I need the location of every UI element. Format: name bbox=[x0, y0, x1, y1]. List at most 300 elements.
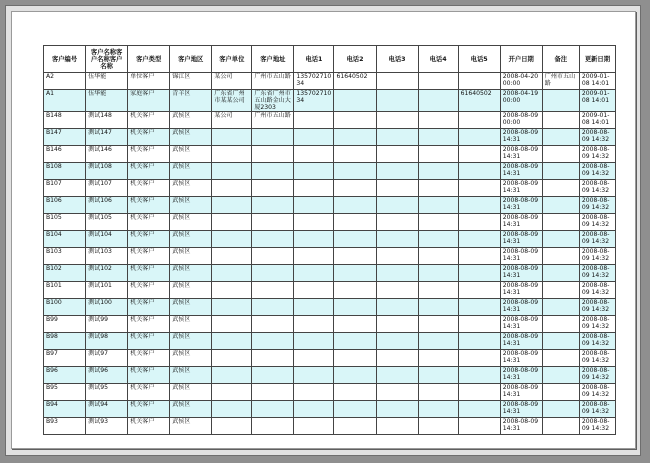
table-cell: 青羊区 bbox=[170, 90, 212, 112]
column-header: 客户地址 bbox=[252, 46, 294, 73]
table-cell: B97 bbox=[44, 350, 86, 367]
table-cell bbox=[252, 163, 294, 180]
table-cell bbox=[542, 180, 579, 197]
table-cell bbox=[458, 401, 500, 418]
table-cell bbox=[376, 180, 418, 197]
table-cell bbox=[334, 350, 376, 367]
table-cell: 武侯区 bbox=[170, 265, 212, 282]
column-header: 客户类型 bbox=[128, 46, 170, 73]
table-cell bbox=[418, 163, 458, 180]
table-cell bbox=[418, 350, 458, 367]
table-cell bbox=[334, 146, 376, 163]
table-cell bbox=[418, 418, 458, 435]
table-cell bbox=[334, 231, 376, 248]
table-cell bbox=[252, 248, 294, 265]
table-cell bbox=[334, 163, 376, 180]
table-cell: 2008-08-09 14:32 bbox=[579, 299, 615, 316]
table-row bbox=[44, 333, 616, 350]
column-header: 开户日期 bbox=[500, 46, 542, 73]
table-cell bbox=[212, 163, 252, 180]
table-row bbox=[44, 316, 616, 333]
table-cell bbox=[418, 367, 458, 384]
table-cell: 测试108 bbox=[86, 163, 128, 180]
table-cell: 2008-04-20 00:00 bbox=[500, 73, 542, 90]
table-cell: 61640502 bbox=[458, 90, 500, 112]
column-header: 客户编号 bbox=[44, 46, 86, 73]
table-cell: 机关客户 bbox=[128, 265, 170, 282]
table-cell: 13570271034 bbox=[294, 90, 334, 112]
table-cell bbox=[458, 180, 500, 197]
table-cell bbox=[458, 129, 500, 146]
table-cell bbox=[294, 333, 334, 350]
table-cell bbox=[252, 197, 294, 214]
table-cell bbox=[294, 197, 334, 214]
table-cell bbox=[376, 112, 418, 129]
table-cell: 广东省广州市某某公司 bbox=[212, 90, 252, 112]
table-cell bbox=[418, 248, 458, 265]
table-cell: 测试106 bbox=[86, 197, 128, 214]
table-cell bbox=[294, 367, 334, 384]
table-row bbox=[44, 265, 616, 282]
table-cell: 武侯区 bbox=[170, 112, 212, 129]
table-cell: 2008-08-09 14:32 bbox=[579, 401, 615, 418]
table-cell: 机关客户 bbox=[128, 163, 170, 180]
table-cell bbox=[458, 299, 500, 316]
table-cell bbox=[252, 384, 294, 401]
table-cell bbox=[458, 418, 500, 435]
table-row bbox=[44, 248, 616, 265]
table-cell: 2008-08-09 14:32 bbox=[579, 180, 615, 197]
column-header: 客户地区 bbox=[170, 46, 212, 73]
table-cell: 广州市五山路 bbox=[542, 73, 579, 90]
table-cell bbox=[294, 129, 334, 146]
table-cell: 2008-08-09 14:31 bbox=[500, 265, 542, 282]
table-cell: A2 bbox=[44, 73, 86, 90]
table-cell bbox=[542, 333, 579, 350]
table-cell bbox=[458, 112, 500, 129]
table-cell: 测试101 bbox=[86, 282, 128, 299]
table-cell bbox=[376, 265, 418, 282]
table-cell bbox=[294, 384, 334, 401]
table-cell bbox=[542, 146, 579, 163]
table-cell: 机关客户 bbox=[128, 418, 170, 435]
table-row bbox=[44, 73, 616, 90]
column-header: 电话5 bbox=[458, 46, 500, 73]
table-cell bbox=[334, 418, 376, 435]
table-cell bbox=[212, 333, 252, 350]
table-cell: B146 bbox=[44, 146, 86, 163]
table-cell bbox=[212, 282, 252, 299]
table-cell: B148 bbox=[44, 112, 86, 129]
table-cell bbox=[542, 350, 579, 367]
table-cell bbox=[334, 367, 376, 384]
table-cell: 武侯区 bbox=[170, 401, 212, 418]
table-cell: B99 bbox=[44, 316, 86, 333]
table-cell bbox=[458, 248, 500, 265]
column-header: 电话2 bbox=[334, 46, 376, 73]
table-cell bbox=[376, 163, 418, 180]
table-row bbox=[44, 146, 616, 163]
table-cell bbox=[252, 282, 294, 299]
table-cell: A1 bbox=[44, 90, 86, 112]
table-cell bbox=[376, 316, 418, 333]
table-cell bbox=[212, 248, 252, 265]
table-cell bbox=[376, 197, 418, 214]
table-cell bbox=[542, 248, 579, 265]
table-cell bbox=[542, 384, 579, 401]
table-cell bbox=[334, 214, 376, 231]
table-cell bbox=[542, 367, 579, 384]
table-row bbox=[44, 129, 616, 146]
table-cell: 机关客户 bbox=[128, 129, 170, 146]
table-cell: 机关客户 bbox=[128, 333, 170, 350]
table-row bbox=[44, 197, 616, 214]
table-row bbox=[44, 231, 616, 248]
table-cell: 武侯区 bbox=[170, 146, 212, 163]
table-cell bbox=[418, 90, 458, 112]
table-cell bbox=[334, 112, 376, 129]
table-cell: 机关客户 bbox=[128, 214, 170, 231]
table-cell bbox=[212, 197, 252, 214]
table-cell bbox=[294, 401, 334, 418]
table-cell bbox=[376, 90, 418, 112]
table-row bbox=[44, 282, 616, 299]
table-cell: 武侯区 bbox=[170, 180, 212, 197]
table-cell bbox=[294, 248, 334, 265]
table-cell bbox=[418, 146, 458, 163]
table-cell: 武侯区 bbox=[170, 316, 212, 333]
column-header: 电话1 bbox=[294, 46, 334, 73]
table-cell: B94 bbox=[44, 401, 86, 418]
table-cell bbox=[294, 350, 334, 367]
table-cell: 2008-08-09 14:32 bbox=[579, 384, 615, 401]
table-row bbox=[44, 214, 616, 231]
table-cell: B98 bbox=[44, 333, 86, 350]
table-cell bbox=[418, 214, 458, 231]
table-cell bbox=[542, 282, 579, 299]
table-cell bbox=[294, 265, 334, 282]
table-cell: 2008-08-09 14:32 bbox=[579, 129, 615, 146]
table-cell bbox=[418, 265, 458, 282]
table-cell: 广东省广州市五山路金山大厦2303 bbox=[252, 90, 294, 112]
table-cell: 13570271034 bbox=[294, 73, 334, 90]
table-cell bbox=[294, 316, 334, 333]
table-cell: 测试147 bbox=[86, 129, 128, 146]
table-cell bbox=[376, 146, 418, 163]
table-cell bbox=[294, 231, 334, 248]
table-cell: 机关客户 bbox=[128, 231, 170, 248]
table-cell: 机关客户 bbox=[128, 401, 170, 418]
table-cell bbox=[334, 384, 376, 401]
table-cell bbox=[542, 316, 579, 333]
table-cell: B95 bbox=[44, 384, 86, 401]
table-row bbox=[44, 112, 616, 129]
table-cell bbox=[252, 316, 294, 333]
column-header: 更新日期 bbox=[579, 46, 615, 73]
table-cell bbox=[418, 112, 458, 129]
table-cell bbox=[418, 316, 458, 333]
table-cell bbox=[542, 197, 579, 214]
table-cell bbox=[294, 214, 334, 231]
table-cell: 武侯区 bbox=[170, 231, 212, 248]
table-cell bbox=[212, 316, 252, 333]
table-cell: 2008-08-09 14:32 bbox=[579, 265, 615, 282]
table-cell bbox=[376, 299, 418, 316]
table-cell bbox=[212, 384, 252, 401]
table-cell bbox=[212, 401, 252, 418]
table-cell bbox=[252, 299, 294, 316]
table-cell: 2008-08-09 14:31 bbox=[500, 350, 542, 367]
table-cell: 伍华能 bbox=[86, 73, 128, 90]
table-cell: 2008-04-19 00:00 bbox=[500, 90, 542, 112]
table-row bbox=[44, 384, 616, 401]
customer-table bbox=[43, 45, 616, 435]
table-cell bbox=[252, 418, 294, 435]
table-cell: 机关客户 bbox=[128, 112, 170, 129]
table-cell bbox=[458, 316, 500, 333]
table-cell: 武侯区 bbox=[170, 299, 212, 316]
column-header: 电话3 bbox=[376, 46, 418, 73]
column-header: 备注 bbox=[542, 46, 579, 73]
table-cell: 伍华能 bbox=[86, 90, 128, 112]
table-cell bbox=[376, 350, 418, 367]
table-cell bbox=[334, 90, 376, 112]
table-cell: 2008-08-09 14:31 bbox=[500, 197, 542, 214]
table-cell: 测试103 bbox=[86, 248, 128, 265]
table-cell: B101 bbox=[44, 282, 86, 299]
table-cell bbox=[376, 367, 418, 384]
table-cell: 测试97 bbox=[86, 350, 128, 367]
table-cell: B96 bbox=[44, 367, 86, 384]
table-row bbox=[44, 90, 616, 112]
table-cell bbox=[542, 129, 579, 146]
table-cell: 机关客户 bbox=[128, 316, 170, 333]
table-cell: 2008-08-09 14:31 bbox=[500, 163, 542, 180]
table-cell bbox=[376, 231, 418, 248]
table-cell: B104 bbox=[44, 231, 86, 248]
table-cell bbox=[334, 265, 376, 282]
table-cell bbox=[252, 180, 294, 197]
table-cell bbox=[542, 231, 579, 248]
table-cell: 测试102 bbox=[86, 265, 128, 282]
table-cell bbox=[294, 163, 334, 180]
table-cell: 武侯区 bbox=[170, 163, 212, 180]
table-cell bbox=[334, 180, 376, 197]
table-cell bbox=[542, 90, 579, 112]
table-cell: 测试93 bbox=[86, 418, 128, 435]
table-cell: 2008-08-09 14:32 bbox=[579, 146, 615, 163]
table-cell bbox=[252, 265, 294, 282]
table-cell bbox=[252, 350, 294, 367]
table-cell bbox=[212, 350, 252, 367]
table-cell: 武侯区 bbox=[170, 333, 212, 350]
table-cell: 测试99 bbox=[86, 316, 128, 333]
table-cell: B147 bbox=[44, 129, 86, 146]
table-cell bbox=[252, 214, 294, 231]
table-cell: 测试107 bbox=[86, 180, 128, 197]
table-cell bbox=[458, 146, 500, 163]
table-cell bbox=[418, 333, 458, 350]
table-cell bbox=[458, 214, 500, 231]
report-page bbox=[11, 11, 636, 449]
table-row bbox=[44, 350, 616, 367]
table-cell bbox=[334, 316, 376, 333]
table-cell: 2008-08-09 14:32 bbox=[579, 350, 615, 367]
table-cell: 武侯区 bbox=[170, 367, 212, 384]
table-cell bbox=[376, 282, 418, 299]
table-cell: 2008-08-09 14:31 bbox=[500, 146, 542, 163]
table-cell bbox=[252, 146, 294, 163]
table-cell: 测试146 bbox=[86, 146, 128, 163]
table-cell: B93 bbox=[44, 418, 86, 435]
table-cell: 测试94 bbox=[86, 401, 128, 418]
table-cell bbox=[376, 384, 418, 401]
table-cell: 2009-01-08 14:01 bbox=[579, 73, 615, 90]
table-cell bbox=[334, 129, 376, 146]
table-cell: 2008-08-09 14:31 bbox=[500, 129, 542, 146]
table-cell: 机关客户 bbox=[128, 384, 170, 401]
table-cell: 单位客户 bbox=[128, 73, 170, 90]
table-cell bbox=[418, 282, 458, 299]
table-cell: 2008-08-09 14:31 bbox=[500, 248, 542, 265]
table-cell bbox=[458, 265, 500, 282]
table-cell: 2008-08-09 14:32 bbox=[579, 418, 615, 435]
table-row bbox=[44, 163, 616, 180]
table-cell: 机关客户 bbox=[128, 282, 170, 299]
print-preview-frame bbox=[5, 5, 641, 456]
table-cell: 2008-08-09 14:32 bbox=[579, 231, 615, 248]
table-cell bbox=[252, 231, 294, 248]
table-cell bbox=[542, 418, 579, 435]
table-cell bbox=[212, 146, 252, 163]
table-cell bbox=[252, 367, 294, 384]
table-row bbox=[44, 299, 616, 316]
table-cell bbox=[212, 418, 252, 435]
table-cell: 2008-08-09 14:32 bbox=[579, 163, 615, 180]
table-cell: 机关客户 bbox=[128, 146, 170, 163]
table-cell bbox=[334, 333, 376, 350]
table-cell: 机关客户 bbox=[128, 299, 170, 316]
table-cell bbox=[334, 197, 376, 214]
table-cell: 广州市五山路 bbox=[252, 112, 294, 129]
table-cell: 武侯区 bbox=[170, 129, 212, 146]
table-cell bbox=[376, 333, 418, 350]
table-cell: 2008-08-09 14:31 bbox=[500, 231, 542, 248]
table-cell: 机关客户 bbox=[128, 248, 170, 265]
table-cell bbox=[294, 282, 334, 299]
table-cell: 测试100 bbox=[86, 299, 128, 316]
table-cell bbox=[252, 401, 294, 418]
table-cell: 机关客户 bbox=[128, 367, 170, 384]
table-cell: 2008-08-09 14:31 bbox=[500, 367, 542, 384]
table-cell bbox=[418, 197, 458, 214]
table-cell: B100 bbox=[44, 299, 86, 316]
table-cell bbox=[458, 163, 500, 180]
table-cell bbox=[458, 197, 500, 214]
column-header: 客户单位 bbox=[212, 46, 252, 73]
table-cell: 武侯区 bbox=[170, 197, 212, 214]
table-cell bbox=[542, 265, 579, 282]
table-cell: 2008-08-09 14:31 bbox=[500, 299, 542, 316]
table-cell: 2008-08-09 14:31 bbox=[500, 418, 542, 435]
table-cell bbox=[458, 367, 500, 384]
table-cell: B107 bbox=[44, 180, 86, 197]
table-cell: 2008-08-09 00:00 bbox=[500, 112, 542, 129]
table-cell bbox=[418, 384, 458, 401]
table-cell: 广州市五山路 bbox=[252, 73, 294, 90]
table-cell bbox=[334, 299, 376, 316]
table-cell: B108 bbox=[44, 163, 86, 180]
table-cell: 2008-08-09 14:31 bbox=[500, 401, 542, 418]
table-cell: 武侯区 bbox=[170, 248, 212, 265]
table-cell: 2008-08-09 14:31 bbox=[500, 384, 542, 401]
table-cell bbox=[376, 248, 418, 265]
table-cell: 2009-01-08 14:01 bbox=[579, 90, 615, 112]
table-row bbox=[44, 180, 616, 197]
table-cell bbox=[252, 129, 294, 146]
table-cell bbox=[418, 180, 458, 197]
table-cell bbox=[418, 401, 458, 418]
table-cell: 武侯区 bbox=[170, 282, 212, 299]
table-cell bbox=[212, 180, 252, 197]
table-row bbox=[44, 418, 616, 435]
table-cell: 测试96 bbox=[86, 367, 128, 384]
table-cell bbox=[252, 333, 294, 350]
table-cell: 锦江区 bbox=[170, 73, 212, 90]
table-cell bbox=[212, 214, 252, 231]
table-cell bbox=[294, 146, 334, 163]
table-cell bbox=[458, 350, 500, 367]
table-cell bbox=[212, 129, 252, 146]
table-row bbox=[44, 367, 616, 384]
table-header-row bbox=[44, 46, 616, 73]
table-cell bbox=[212, 367, 252, 384]
column-header: 客户名称客户名称客户名称 bbox=[86, 46, 128, 73]
table-cell: 武侯区 bbox=[170, 384, 212, 401]
table-cell bbox=[376, 129, 418, 146]
table-cell: 2008-08-09 14:32 bbox=[579, 248, 615, 265]
table-cell bbox=[376, 401, 418, 418]
table-cell bbox=[376, 214, 418, 231]
table-cell: 测试95 bbox=[86, 384, 128, 401]
table-cell: 61640502 bbox=[334, 73, 376, 90]
table-cell: 测试104 bbox=[86, 231, 128, 248]
table-cell: 机关客户 bbox=[128, 350, 170, 367]
table-cell bbox=[376, 418, 418, 435]
table-row bbox=[44, 401, 616, 418]
table-cell bbox=[294, 418, 334, 435]
table-cell bbox=[294, 180, 334, 197]
table-cell: 武侯区 bbox=[170, 418, 212, 435]
table-cell: 2008-08-09 14:31 bbox=[500, 180, 542, 197]
table-cell: 某公司 bbox=[212, 112, 252, 129]
table-cell: 测试98 bbox=[86, 333, 128, 350]
table-cell bbox=[458, 231, 500, 248]
table-cell: B105 bbox=[44, 214, 86, 231]
table-cell: 2008-08-09 14:31 bbox=[500, 214, 542, 231]
table-cell bbox=[542, 112, 579, 129]
table-cell bbox=[458, 73, 500, 90]
table-cell: B106 bbox=[44, 197, 86, 214]
table-cell bbox=[542, 214, 579, 231]
table-cell bbox=[458, 282, 500, 299]
table-cell: 2008-08-09 14:31 bbox=[500, 316, 542, 333]
table-cell bbox=[418, 73, 458, 90]
table-cell bbox=[542, 401, 579, 418]
column-header: 电话4 bbox=[418, 46, 458, 73]
table-cell: 2008-08-09 14:32 bbox=[579, 282, 615, 299]
table-cell bbox=[458, 333, 500, 350]
